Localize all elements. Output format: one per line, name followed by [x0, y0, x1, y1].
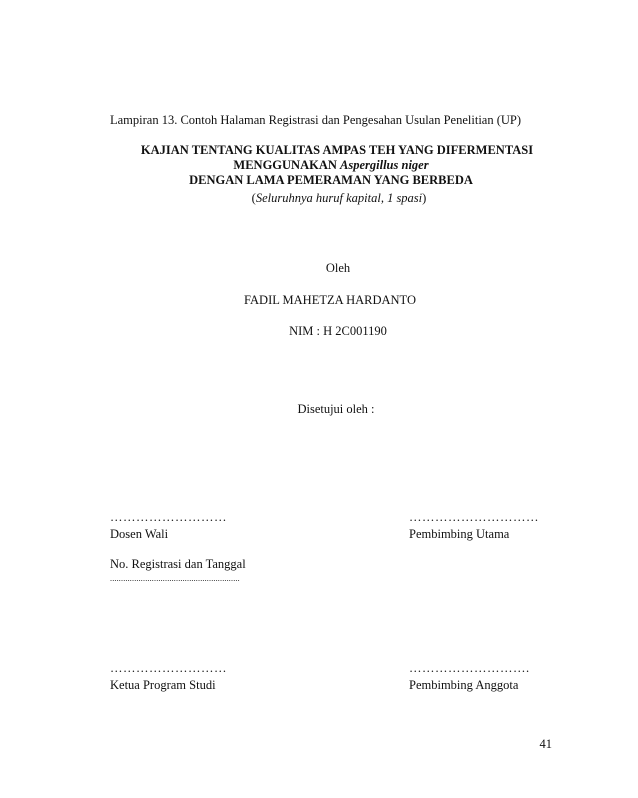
pembimbing-utama-signature-line: …………………………	[409, 510, 539, 524]
ketua-signature-line: ………………………	[110, 661, 227, 675]
registration-dots: ...........................................................	[110, 574, 240, 583]
pembimbing-anggota-label: Pembimbing Anggota	[409, 678, 519, 692]
ketua-program-studi-label: Ketua Program Studi	[110, 678, 216, 692]
title-species: Aspergillus niger	[340, 158, 429, 172]
title-line-2	[12, 158, 638, 173]
by-label: Oleh	[325, 261, 351, 275]
author-name: FADIL MAHETZA HARDANTO	[244, 293, 416, 307]
title-line-3: DENGAN LAMA PEMERAMAN YANG BERBEDA	[189, 173, 473, 187]
title-line-2-prefix: MENGGUNAKAN	[233, 158, 341, 172]
registration-label: No. Registrasi dan Tanggal	[110, 557, 246, 571]
title-line-1: KAJIAN TENTANG KUALITAS AMPAS TEH YANG DIFERMENTASI	[140, 143, 534, 157]
note-close-paren: )	[422, 191, 427, 205]
page-number: 41	[539, 737, 552, 751]
note-open-paren: (	[251, 191, 256, 205]
research-title	[0, 143, 638, 188]
appendix-caption: Lampiran 13. Contoh Halaman Registrasi dan Pengesahan Usulan Penelitian (UP)	[110, 113, 522, 127]
approval-label: Disetujui oleh :	[297, 402, 375, 416]
note-text: Seluruhnya huruf kapital, 1 spasi	[255, 191, 423, 205]
pembimbing-anggota-signature-line: ……………………….	[409, 661, 530, 675]
student-id: NIM : H 2C001190	[289, 324, 387, 338]
pembimbing-utama-label: Pembimbing Utama	[409, 527, 510, 541]
dosen-wali-signature-line: ………………………	[110, 510, 227, 524]
formatting-note	[20, 191, 638, 206]
dosen-wali-label: Dosen Wali	[110, 527, 169, 541]
